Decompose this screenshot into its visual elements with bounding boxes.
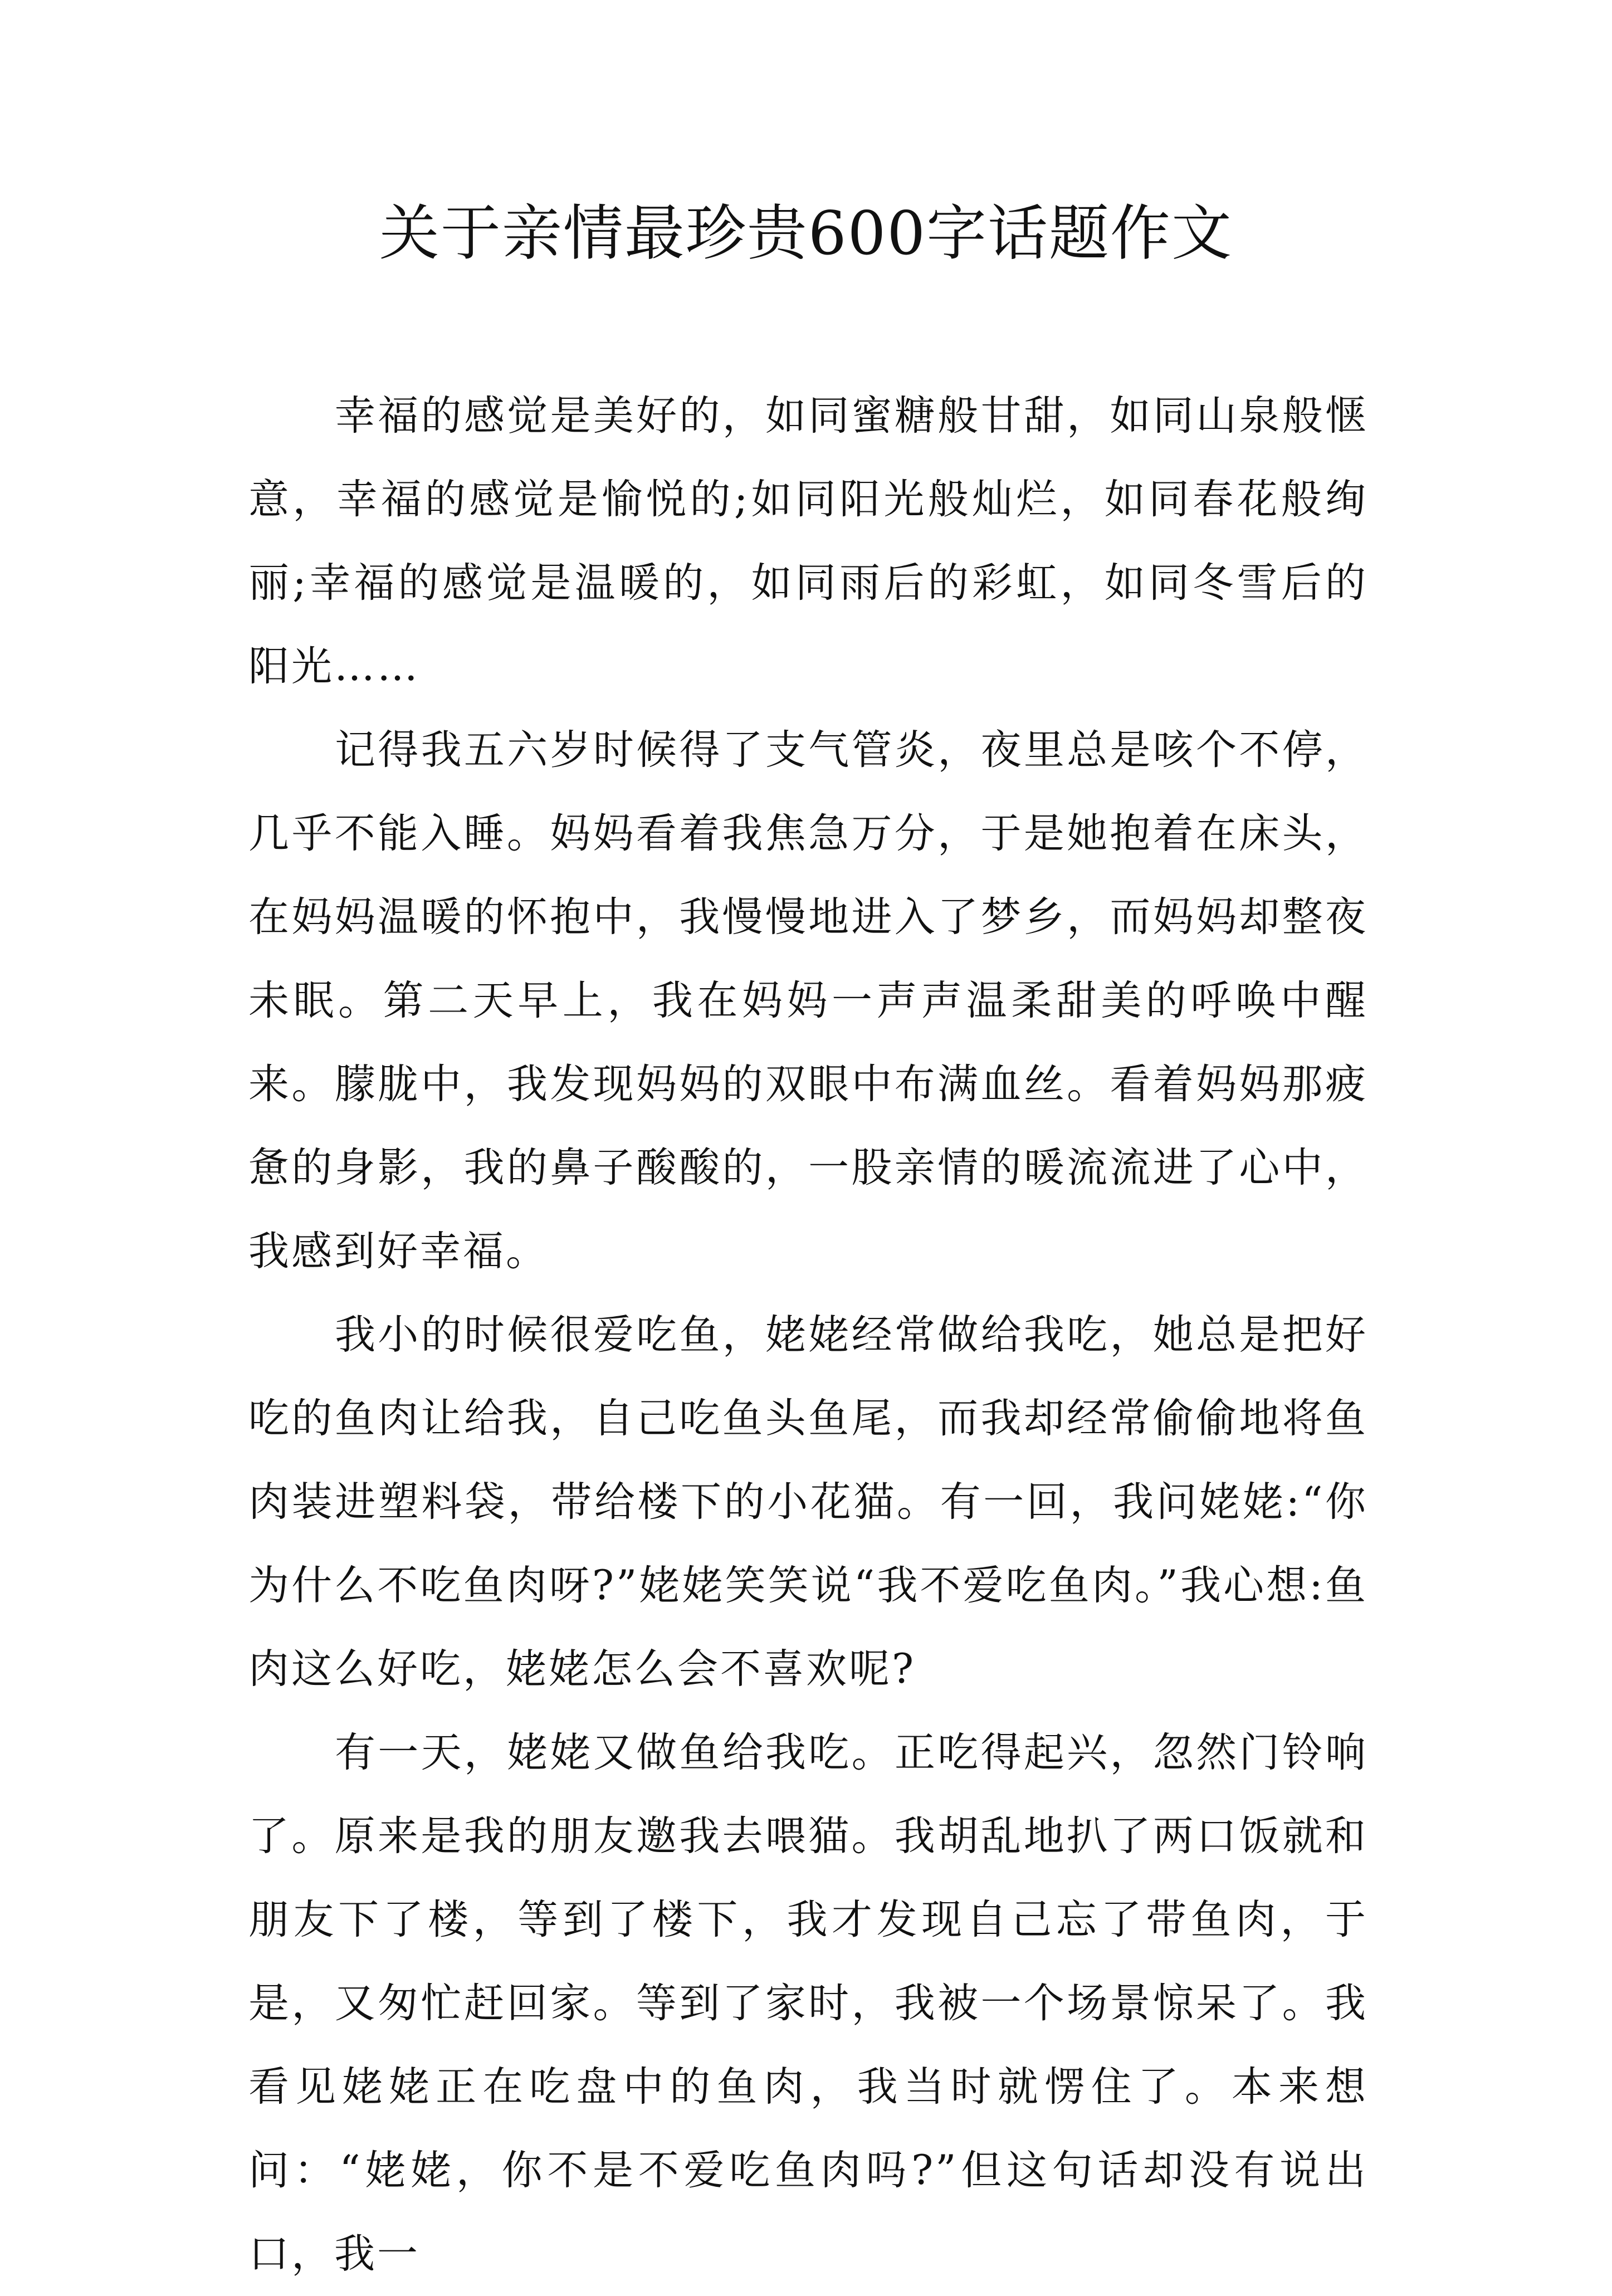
page-title: 关于亲情最珍贵600字话题作文 (379, 199, 1233, 268)
essay-body (248, 374, 1368, 2296)
paragraph-2: 记得我五六岁时候得了支气管炎，夜里总是咳个不停，几乎不能入睡。妈妈看着我焦急万分，于是她抱着在床头，在妈妈温暖的怀抱中，我慢慢地进入了梦乡，而妈妈却整夜未眠。第二天早上，我在妈妈一声声温柔甜美的呼唤中醒来。朦胧中，我发现妈妈的双眼中布满血丝。看着妈妈那疲惫的身影，我的鼻子酸酸的，一股亲情的暖流流进了心中，我感到好幸福。 (248, 726, 1368, 1275)
paragraph-1: 幸福的感觉是美好的，如同蜜糖般甘甜，如同山泉般惬意，幸福的感觉是愉悦的;如同阳光般灿烂，如同春花般绚丽;幸福的感觉是温暖的，如同雨后的彩虹，如同冬雪后的阳光…… (248, 392, 1368, 690)
paragraph-3: 我小的时候很爱吃鱼，姥姥经常做给我吃，她总是把好吃的鱼肉让给我，自己吃鱼头鱼尾，而我却经常偷偷地将鱼肉装进塑料袋，带给楼下的小花猫。有一回，我问姥姥:“你为什么不吃鱼肉呀?”姥姥笑笑说“我不爱吃鱼肉。”我心想:鱼肉这么好吃，姥姥怎么会不喜欢呢? (248, 1311, 1368, 1693)
paragraph-4: 有一天，姥姥又做鱼给我吃。正吃得起兴，忽然门铃响了。原来是我的朋友邀我去喂猫。我胡乱地扒了两口饭就和朋友下了楼，等到了楼下，我才发现自己忘了带鱼肉，于是，又匆忙赶回家。等到了家时，我被一个场景惊呆了。我看见姥姥正在吃盘中的鱼肉，我当时就愣住了。本来想问：“姥姥，你不是不爱吃鱼肉吗?”但这句话却没有说出口，我一 (248, 1729, 1368, 2278)
